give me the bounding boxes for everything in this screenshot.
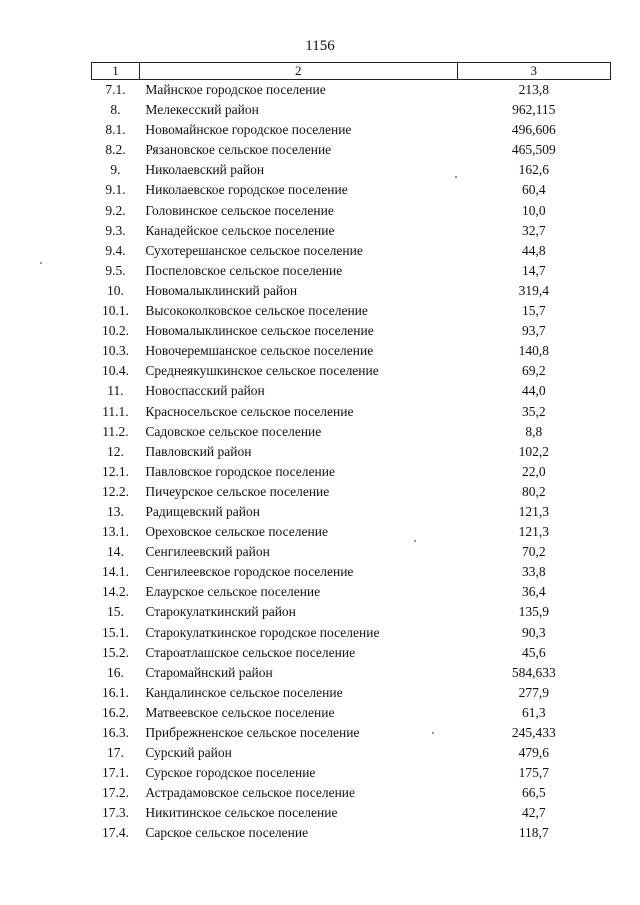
row-name: Сенгилеевское городское поселение — [145, 564, 354, 580]
row-number: 9.2. — [105, 202, 126, 218]
row-number: 17. — [107, 745, 124, 761]
row-name: Сарское сельское поселение — [145, 825, 309, 841]
row-value: 10,0 — [521, 202, 546, 218]
row-name: Старомайнский район — [145, 664, 273, 680]
row-name: Старокулаткинское городское поселение — [145, 624, 380, 640]
row-value: 45,6 — [521, 644, 546, 660]
row-number: 10. — [107, 282, 124, 298]
row-value: 245,433 — [511, 725, 556, 740]
table-row — [92, 482, 611, 502]
row-name: Новомалыклинский район — [145, 282, 298, 298]
table-header-row — [92, 63, 611, 80]
row-number: 15.2. — [101, 644, 129, 660]
row-number: 8. — [110, 102, 121, 118]
row-name: Николаевский район — [145, 162, 265, 178]
row-name: Канадейское сельское поселение — [145, 222, 335, 238]
row-value: 162,6 — [518, 162, 549, 178]
row-number: 13. — [107, 503, 124, 519]
row-name: Пичеурское сельское поселение — [145, 483, 330, 499]
row-name: Сурский район — [145, 745, 232, 761]
row-number: 8.2. — [105, 142, 126, 158]
scan-speck — [455, 176, 457, 178]
row-name: Среднеякушкинское сельское поселение — [145, 363, 379, 379]
row-name: Красносельское сельское поселение — [145, 403, 354, 419]
row-value: 213,8 — [518, 82, 549, 97]
table-row — [92, 743, 611, 763]
row-value: 66,5 — [521, 785, 546, 801]
row-number: 9.3. — [105, 222, 126, 238]
row-value: 140,8 — [518, 343, 549, 359]
table-body — [92, 80, 611, 844]
row-name: Староатлашское сельское поселение — [145, 644, 356, 660]
row-name: Высококолковское сельское поселение — [145, 303, 368, 319]
table-row — [92, 221, 611, 241]
row-value: 465,509 — [511, 142, 556, 158]
page-number: 1156 — [305, 38, 335, 54]
table-row — [92, 402, 611, 422]
row-number: 11.1. — [102, 403, 129, 419]
table-row — [92, 502, 611, 522]
row-name: Новоспасский район — [145, 383, 265, 399]
table-row — [92, 80, 611, 101]
table-row — [92, 643, 611, 663]
row-value: 14,7 — [521, 262, 546, 278]
row-value: 90,3 — [521, 624, 546, 640]
table-row — [92, 683, 611, 703]
row-number: 17.1. — [101, 765, 129, 781]
table-row — [92, 623, 611, 643]
row-name: Мелекесский район — [145, 102, 259, 118]
row-name: Астрадамовское сельское поселение — [145, 785, 356, 801]
row-name: Новомайнское городское поселение — [145, 122, 352, 138]
row-number: 11.2. — [102, 423, 129, 439]
column-header-name: 2 — [139, 63, 457, 80]
row-value: 32,7 — [521, 222, 546, 238]
row-number: 9. — [110, 162, 121, 178]
row-number: 12. — [107, 443, 124, 459]
row-value: 584,633 — [511, 664, 556, 680]
row-value: 44,8 — [521, 242, 546, 258]
table-row — [92, 542, 611, 562]
scan-speck — [40, 262, 42, 264]
row-number: 7.1. — [105, 82, 126, 97]
table-row — [92, 321, 611, 341]
table-row — [92, 201, 611, 221]
table-row — [92, 140, 611, 160]
row-value: 93,7 — [521, 323, 546, 339]
row-value: 36,4 — [521, 584, 546, 600]
table-row — [92, 422, 611, 442]
row-name: Кандалинское сельское поселение — [145, 684, 343, 700]
table-row — [92, 341, 611, 361]
row-name: Сурское городское поселение — [145, 765, 316, 781]
table-row — [92, 723, 611, 743]
row-number: 10.4. — [101, 363, 129, 379]
row-name: Павловский район — [145, 443, 252, 459]
table-row — [92, 281, 611, 301]
table-row — [92, 462, 611, 482]
table-row — [92, 361, 611, 381]
row-value: 135,9 — [518, 604, 549, 620]
row-number: 10.2. — [101, 323, 129, 339]
row-value: 496,606 — [511, 122, 556, 138]
row-number: 16. — [107, 664, 124, 680]
row-name: Новочеремшанское сельское поселение — [145, 343, 374, 359]
row-number: 12.1. — [101, 463, 129, 479]
row-value: 121,3 — [518, 503, 549, 519]
table-row — [92, 261, 611, 281]
row-name: Новомалыклинское сельское поселение — [145, 323, 374, 339]
table-row — [92, 241, 611, 261]
row-name: Майнское городское поселение — [145, 82, 326, 97]
row-number: 14.2. — [101, 584, 129, 600]
table-row — [92, 783, 611, 803]
table-row — [92, 301, 611, 321]
table-row — [92, 180, 611, 200]
row-name: Садовское сельское поселение — [145, 423, 322, 439]
table-row — [92, 442, 611, 462]
row-value: 319,4 — [518, 282, 549, 298]
scan-speck — [414, 540, 416, 542]
row-name: Елаурское сельское поселение — [145, 584, 321, 600]
table-row — [92, 562, 611, 582]
table-row — [92, 522, 611, 542]
row-number: 16.2. — [101, 704, 129, 720]
row-number: 15.1. — [101, 624, 129, 640]
row-value: 962,115 — [512, 102, 556, 118]
row-number: 10.1. — [101, 303, 129, 319]
row-number: 9.5. — [105, 262, 126, 278]
row-name: Ореховское сельское поселение — [145, 524, 328, 540]
row-value: 121,3 — [518, 524, 549, 540]
row-number: 8.1. — [105, 122, 126, 138]
row-number: 11. — [107, 383, 124, 399]
row-value: 70,2 — [521, 544, 546, 560]
row-number: 17.4. — [101, 825, 129, 841]
row-number: 9.4. — [105, 242, 126, 258]
row-value: 8,8 — [525, 423, 543, 439]
row-number: 17.3. — [101, 805, 129, 821]
table-row — [92, 703, 611, 723]
row-value: 80,2 — [521, 483, 546, 499]
row-name: Николаевское городское поселение — [145, 182, 348, 198]
row-value: 42,7 — [521, 805, 546, 821]
table-row — [92, 602, 611, 622]
table-row — [92, 381, 611, 401]
row-name: Никитинское сельское поселение — [145, 805, 338, 821]
table-row — [92, 763, 611, 783]
row-name: Сенгилеевский район — [145, 544, 270, 560]
row-number: 14. — [107, 544, 124, 560]
row-value: 102,2 — [518, 443, 549, 459]
row-value: 69,2 — [521, 363, 546, 379]
row-value: 35,2 — [521, 403, 546, 419]
row-number: 13.1. — [101, 524, 129, 540]
row-value: 118,7 — [518, 825, 549, 841]
row-name: Поспеловское сельское поселение — [145, 262, 343, 278]
row-number: 14.1. — [101, 564, 129, 580]
row-number: 12.2. — [101, 483, 129, 499]
row-number: 9.1. — [105, 182, 126, 198]
row-name: Прибрежненское сельское поселение — [145, 725, 360, 740]
scan-speck — [432, 732, 434, 734]
column-header-number: 1 — [92, 63, 140, 80]
column-header-value: 3 — [457, 63, 610, 80]
table-row — [92, 823, 611, 843]
row-number: 17.2. — [101, 785, 129, 801]
table-row — [92, 100, 611, 120]
row-value: 175,7 — [518, 765, 549, 781]
row-value: 60,4 — [521, 182, 546, 198]
row-number: 16.1. — [101, 684, 129, 700]
row-value: 479,6 — [518, 745, 549, 761]
table-row — [92, 803, 611, 823]
row-value: 44,0 — [521, 383, 546, 399]
allocation-table — [91, 62, 611, 844]
table-row — [92, 663, 611, 683]
table-row — [92, 160, 611, 180]
table-row — [92, 582, 611, 602]
row-name: Матвеевское сельское поселение — [145, 704, 335, 720]
row-value: 22,0 — [521, 463, 546, 479]
row-number: 15. — [107, 604, 124, 620]
row-number: 16.3. — [101, 725, 129, 740]
row-value: 61,3 — [521, 704, 546, 720]
row-value: 15,7 — [521, 303, 546, 319]
row-number: 10.3. — [101, 343, 129, 359]
row-name: Павловское городское поселение — [145, 463, 335, 479]
row-name: Старокулаткинский район — [145, 604, 296, 620]
row-name: Радищевский район — [145, 503, 260, 519]
row-value: 277,9 — [518, 684, 549, 700]
row-name: Сухотерешанское сельское поселение — [145, 242, 363, 258]
row-name: Головинское сельское поселение — [145, 202, 334, 218]
table-row — [92, 120, 611, 140]
row-name: Рязановское сельское поселение — [145, 142, 332, 158]
row-value: 33,8 — [521, 564, 546, 580]
